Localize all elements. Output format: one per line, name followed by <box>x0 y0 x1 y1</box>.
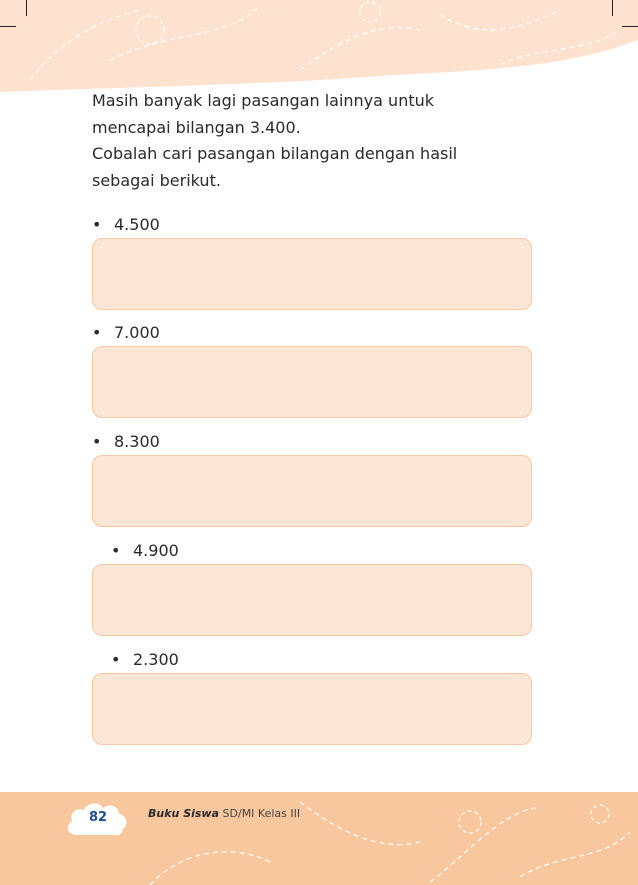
answer-box[interactable] <box>92 455 532 527</box>
item-value: 2.300 <box>133 650 179 669</box>
item-label <box>111 650 179 670</box>
intro-paragraph <box>92 88 552 194</box>
item-label <box>92 432 160 452</box>
answer-box[interactable] <box>92 564 532 636</box>
crop-mark <box>612 0 613 16</box>
crop-mark <box>26 0 27 16</box>
bullet-icon: • <box>111 541 121 560</box>
page-number: 82 <box>88 810 108 825</box>
crop-mark <box>0 26 16 27</box>
answer-box[interactable] <box>92 673 532 745</box>
intro-line: Masih banyak lagi pasangan lainnya untuk <box>92 91 435 110</box>
item-label <box>92 215 160 235</box>
bullet-icon: • <box>92 215 102 234</box>
footer-book-info <box>148 807 300 820</box>
bullet-icon: • <box>92 432 102 451</box>
header-pattern <box>0 0 638 92</box>
header-decoration <box>0 0 638 92</box>
item-value: 7.000 <box>114 323 160 342</box>
intro-line: sebagai berikut. <box>92 170 221 190</box>
bullet-icon: • <box>92 323 102 342</box>
answer-box[interactable] <box>92 346 532 418</box>
crop-mark <box>622 26 638 27</box>
item-value: 4.500 <box>114 215 160 234</box>
book-subtitle: SD/MI Kelas III <box>222 807 301 820</box>
item-value: 4.900 <box>133 541 179 560</box>
intro-line: Cobalah cari pasangan bilangan dengan hasil <box>92 144 458 163</box>
intro-line: mencapai bilangan 3.400. <box>92 117 301 137</box>
item-label <box>92 323 160 343</box>
item-value: 8.300 <box>114 432 160 451</box>
book-title: Buku Siswa <box>148 807 220 820</box>
item-label <box>111 541 179 561</box>
bullet-icon: • <box>111 650 121 669</box>
answer-box[interactable] <box>92 238 532 310</box>
